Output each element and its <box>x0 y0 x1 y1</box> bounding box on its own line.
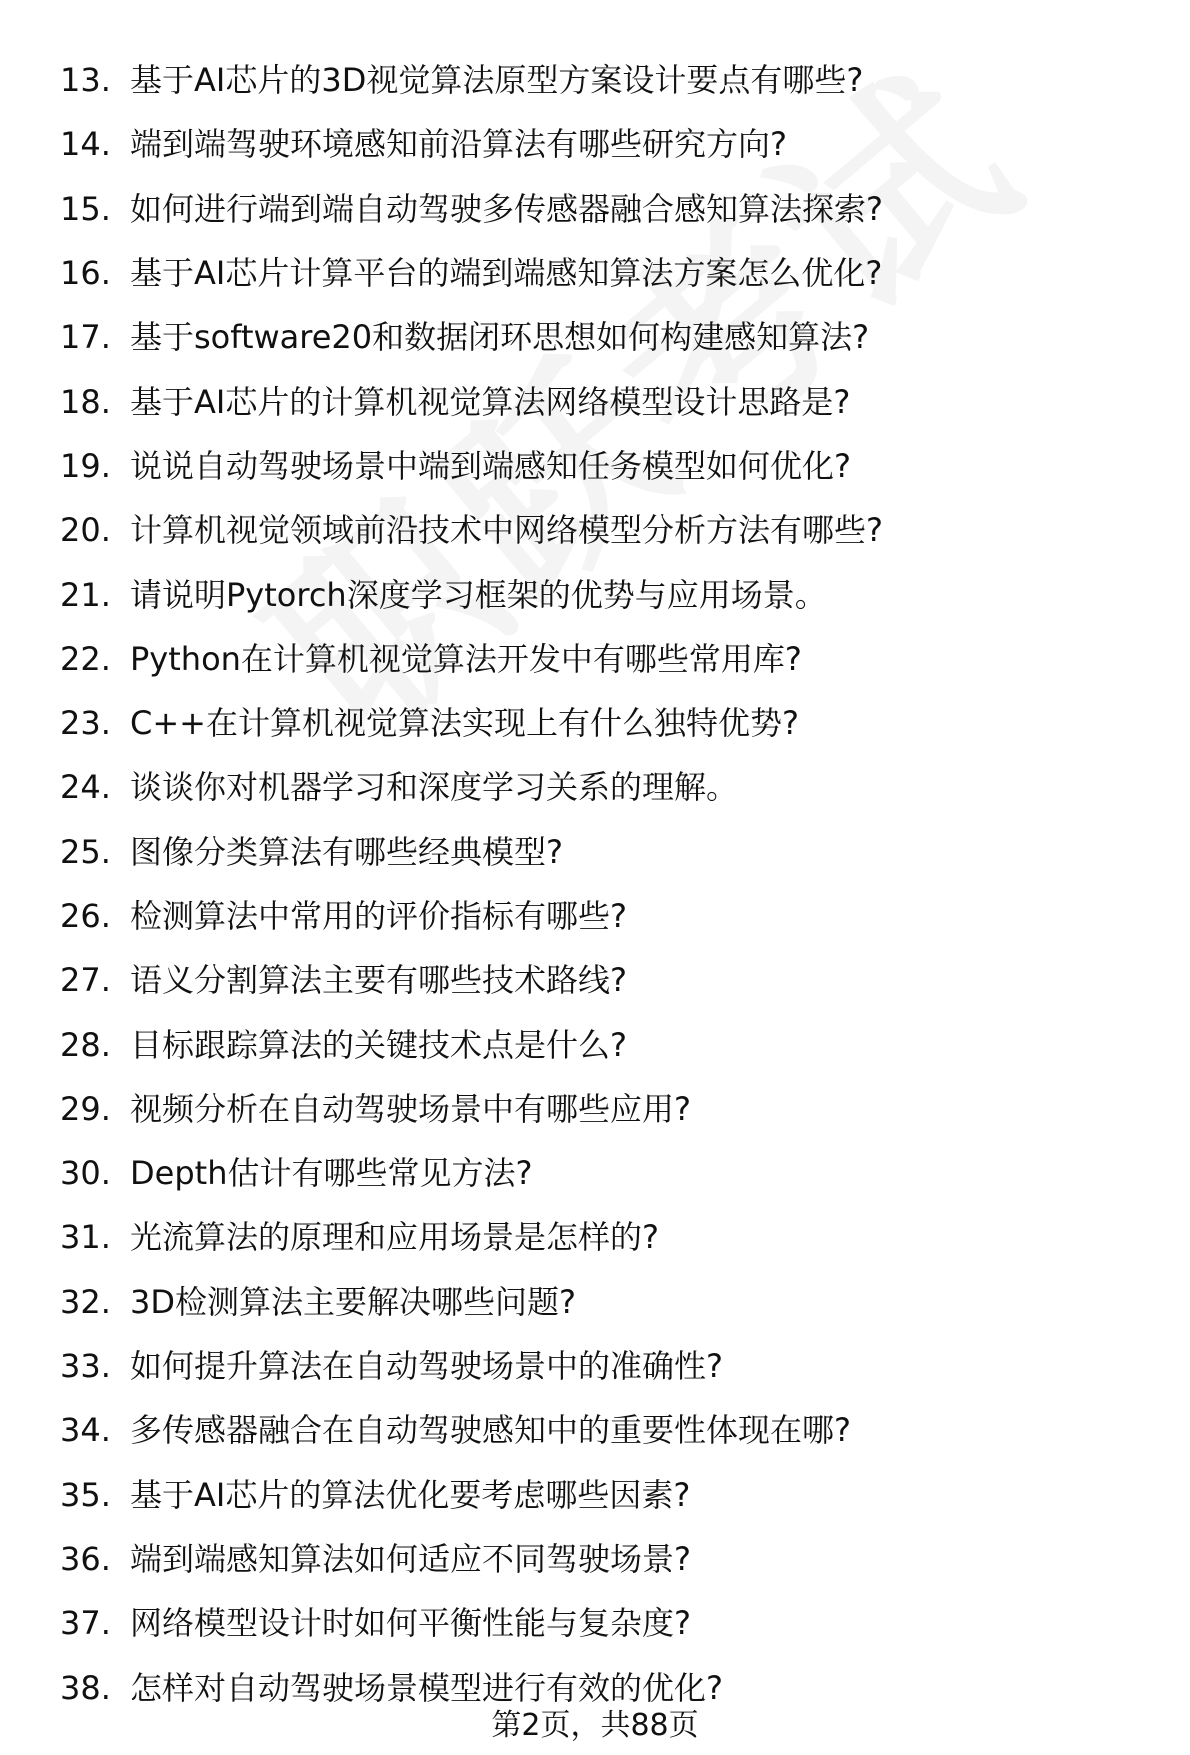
question-item <box>60 1012 1140 1076</box>
question-item <box>60 755 1140 819</box>
question-number: 19. <box>60 446 111 485</box>
question-item <box>60 948 1140 1012</box>
question-text: 端到端感知算法如何适应不同驾驶场景? <box>130 1539 691 1578</box>
question-item <box>60 1463 1140 1527</box>
question-item <box>60 1527 1140 1591</box>
question-number: 28. <box>60 1025 111 1064</box>
question-text: 计算机视觉领域前沿技术中网络模型分析方法有哪些? <box>130 511 883 550</box>
question-text: 怎样对自动驾驶场景模型进行有效的优化? <box>130 1668 723 1707</box>
question-item <box>60 1398 1140 1462</box>
question-number: 33. <box>60 1347 111 1386</box>
question-text: 请说明Pytorch深度学习框架的优势与应用场景。 <box>130 575 827 614</box>
question-item <box>60 884 1140 948</box>
question-number: 30. <box>60 1154 111 1193</box>
question-number: 26. <box>60 897 111 935</box>
question-item <box>60 820 1140 884</box>
question-text: Python在计算机视觉算法开发中有哪些常用库? <box>130 639 802 678</box>
question-item <box>60 1270 1140 1334</box>
question-text: 基于AI芯片的3D视觉算法原型方案设计要点有哪些? <box>130 61 864 100</box>
question-text: 图像分类算法有哪些经典模型? <box>130 832 563 871</box>
question-number: 32. <box>60 1282 111 1321</box>
question-text: 光流算法的原理和应用场景是怎样的? <box>130 1218 659 1257</box>
question-number: 20. <box>60 511 111 550</box>
question-number: 24. <box>60 768 111 807</box>
question-item <box>60 241 1140 305</box>
question-text: Depth估计有哪些常见方法? <box>130 1154 533 1193</box>
question-item <box>60 369 1140 433</box>
question-number: 15. <box>60 189 111 228</box>
question-item <box>60 1205 1140 1269</box>
question-number: 18. <box>60 382 111 421</box>
question-list <box>60 48 1140 1720</box>
question-text: 基于AI芯片计算平台的端到端感知算法方案怎么优化? <box>130 254 883 293</box>
question-number: 27. <box>60 961 111 1000</box>
question-text: 3D检测算法主要解决哪些问题? <box>130 1282 576 1321</box>
question-text: 基于software20和数据闭环思想如何构建感知算法? <box>130 318 870 357</box>
question-item <box>60 691 1140 755</box>
question-number: 21. <box>60 575 111 614</box>
question-item <box>60 627 1140 691</box>
question-number: 36. <box>60 1539 111 1578</box>
question-item <box>60 1591 1140 1655</box>
question-item <box>60 305 1140 369</box>
question-text: 基于AI芯片的计算机视觉算法网络模型设计思路是? <box>130 382 851 421</box>
question-number: 17. <box>60 318 111 357</box>
question-number: 34. <box>60 1411 111 1450</box>
question-item <box>60 562 1140 626</box>
question-number: 23. <box>60 704 111 743</box>
question-text: 如何进行端到端自动驾驶多传感器融合感知算法探索? <box>130 189 883 228</box>
question-text: 检测算法中常用的评价指标有哪些? <box>130 897 627 935</box>
question-item <box>60 48 1140 112</box>
question-text: C++在计算机视觉算法实现上有什么独特优势? <box>130 704 799 743</box>
question-number: 14. <box>60 125 111 164</box>
question-item <box>60 112 1140 176</box>
question-text: 说说自动驾驶场景中端到端感知任务模型如何优化? <box>130 446 851 485</box>
question-number: 35. <box>60 1475 111 1514</box>
question-number: 16. <box>60 254 111 293</box>
question-item <box>60 177 1140 241</box>
question-item <box>60 1141 1140 1205</box>
question-number: 37. <box>60 1604 111 1643</box>
question-text: 网络模型设计时如何平衡性能与复杂度? <box>130 1604 691 1643</box>
question-number: 38. <box>60 1668 111 1707</box>
question-item <box>60 434 1140 498</box>
question-item <box>60 1334 1140 1398</box>
question-number: 13. <box>60 61 111 100</box>
question-text: 语义分割算法主要有哪些技术路线? <box>130 961 627 1000</box>
question-number: 25. <box>60 832 111 871</box>
question-number: 22. <box>60 639 111 678</box>
question-text: 端到端驾驶环境感知前沿算法有哪些研究方向? <box>130 125 787 164</box>
question-text: 如何提升算法在自动驾驶场景中的准确性? <box>130 1347 723 1386</box>
question-number: 29. <box>60 1089 111 1128</box>
question-number: 31. <box>60 1218 111 1257</box>
question-text: 基于AI芯片的算法优化要考虑哪些因素? <box>130 1475 691 1514</box>
question-text: 谈谈你对机器学习和深度学习关系的理解。 <box>130 768 739 807</box>
question-item <box>60 498 1140 562</box>
page-footer: 第2页，共88页 <box>491 1708 699 1743</box>
question-text: 多传感器融合在自动驾驶感知中的重要性体现在哪? <box>130 1411 851 1450</box>
question-item <box>60 1077 1140 1141</box>
question-text: 视频分析在自动驾驶场景中有哪些应用? <box>130 1089 691 1128</box>
question-text: 目标跟踪算法的关键技术点是什么? <box>130 1025 627 1064</box>
